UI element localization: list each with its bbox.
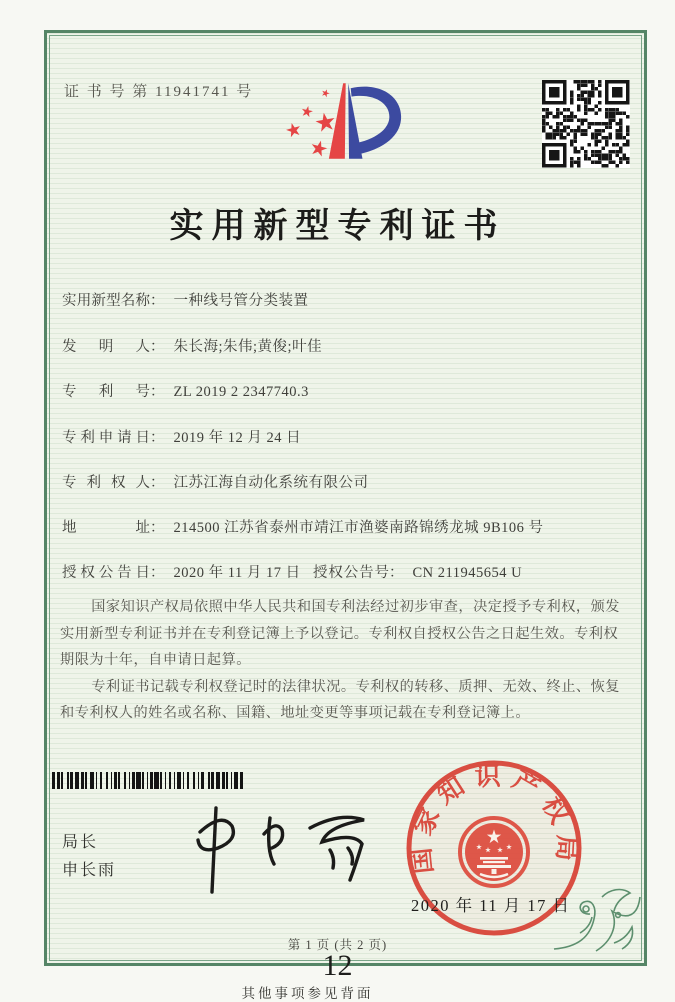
field-value: CN 211945654 U [412, 565, 523, 581]
director-name: 申长雨 [62, 862, 117, 879]
field-inventors [62, 335, 322, 356]
field-value: 2019 年 12 月 24 日 [173, 430, 302, 446]
colon: ： [150, 339, 165, 355]
field-value: 江苏江海自动化系统有限公司 [173, 475, 369, 491]
certificate-number: 证 书 号 第 11941741 号 [64, 84, 254, 100]
colon: ： [389, 565, 404, 581]
field-label: 专利申请日 [62, 430, 150, 446]
colon: ： [150, 475, 165, 491]
colon: ： [150, 520, 165, 536]
field-address [62, 516, 544, 537]
field-value: 214500 江苏省泰州市靖江市渔婆南路锦绣龙城 9B106 号 [173, 520, 544, 536]
field-label: 授权公告号 [313, 565, 389, 581]
field-patent-number [62, 380, 309, 401]
certificate-title: 实用新型专利证书 [169, 208, 506, 245]
legal-paragraph-2: 专利证书记载专利权登记时的法律状况。专利权的转移、质押、无效、终止、恢复和专利权人的姓名或名称、国籍、地址变更等事项记载在专利登记簿上。 [60, 678, 620, 721]
field-grant-row [62, 561, 523, 582]
field-application-date [62, 426, 301, 447]
colon: ： [150, 293, 165, 309]
colon: ： [150, 384, 165, 400]
field-value: 朱长海;朱伟;黄俊;叶佳 [173, 339, 323, 355]
field-value: 一种线号管分类装置 [173, 293, 309, 309]
legal-statement [60, 594, 620, 727]
barcode-bar [240, 772, 243, 789]
footer-note: 其他事项参见背面 [241, 986, 374, 1001]
field-label: 发明人 [62, 339, 150, 355]
field-label: 专利号 [62, 384, 150, 400]
national-emblem-icon [460, 818, 528, 886]
barcode [52, 772, 243, 789]
director-title: 局长 [62, 834, 99, 851]
field-utility-model-name [62, 289, 309, 310]
colon: ： [150, 565, 165, 581]
page-info: 第 1 页 (共 2 页) [287, 938, 388, 952]
legal-paragraph-1: 国家知识产权局依照中华人民共和国专利法经过初步审查，决定授予专利权，颁发实用新型专利证书并在专利登记簿上予以登记。专利权自授权公告之日起生效。专利权期限为十年，自申请日起算。 [60, 599, 620, 668]
field-label: 专利权人 [62, 475, 150, 491]
page-stamp-number: 12 [322, 949, 353, 982]
field-grant-number [313, 561, 522, 582]
seal-text: 国家知识产权局 [405, 761, 582, 876]
field-value: 2020 年 11 月 17 日 [173, 565, 301, 581]
seal-date: 2020 年 11 月 17 日 [411, 896, 571, 915]
field-value: ZL 2019 2 2347740.3 [173, 384, 309, 400]
director-signature-icon [172, 798, 392, 896]
colon: ： [150, 430, 165, 446]
cnipa-patent-logo-icon [281, 68, 407, 174]
field-label: 实用新型名称 [62, 293, 150, 309]
field-patentee [62, 471, 369, 492]
field-label: 地址 [62, 520, 150, 536]
field-label: 授权公告日 [62, 565, 150, 581]
qr-code [542, 80, 630, 168]
